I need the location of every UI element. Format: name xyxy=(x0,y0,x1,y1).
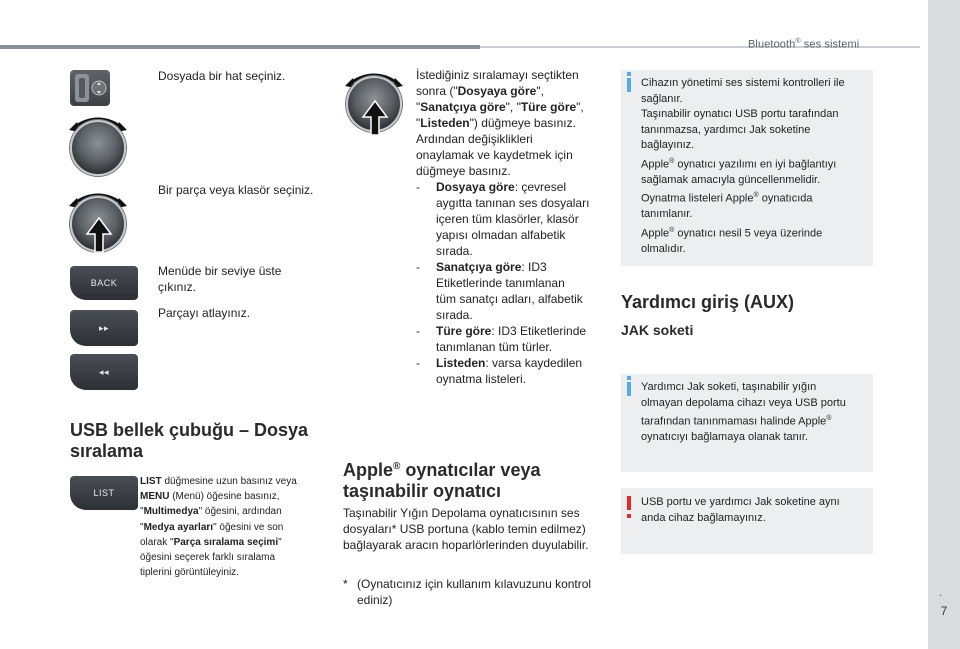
sort-instructions: İstediğiniz sıralamayı seçtikten sonra ("Dosyaya göre", "Sanatçıya göre", "Türe göre", "Listeden") düğmeye basınız. Ardından değişiklikleri onaylamak ve kaydetmek için düğmeye basınız. - Dosyaya göre: çevresel aygıtta tanınan ses dosyaları içeren tüm klasörler, klasör yapısı olmadan alfabetik sırada. - Sanatçıya göre: ID3 Etiketlerinde tanımlanan tüm sanatçı adları, alfabetik sırada. - Türe göre: ID3 Etiketlerinde tanımlanan tüm türler. - Listeden: varsa kaydedilen oynatma listeleri. xyxy=(416,67,606,387)
step-select-track: Bir parça veya klasör seçiniz. xyxy=(158,183,314,197)
sort-option-list-item: - Türe göre: ID3 Etiketlerinde tanımlanan tüm türler. xyxy=(416,324,587,354)
steering-joystick-icon xyxy=(70,70,110,106)
fast-forward-button-icon: ▸▸ xyxy=(70,310,138,346)
sort-option-list-item: - Listeden: varsa kaydedilen oynatma listeleri. xyxy=(416,356,583,386)
rotary-knob-icon xyxy=(70,120,126,176)
info-box-device-management: Cihazın yönetimi ses sistemi kontrolleri ile sağlanır. Taşınabilir oynatıcı USB portu tarafından tanınmazsa, yardımcı Jak soketine bağlayınız. Apple® oynatıcı yazılımı en iyi bağlantıyı sağlamak amacıyla güncellenmelidir. Oynatma listeleri Apple® oynatıcıda tanımlanır. Apple® oynatıcı nesil 5 veya üzerinde olmalıdır. xyxy=(621,70,873,266)
side-strip xyxy=(928,0,960,649)
list-button-icon: LIST xyxy=(70,476,138,510)
page-dots: . xyxy=(939,588,942,599)
step-skip-track: Parçayı atlayınız. xyxy=(158,306,251,320)
press-arrow-icon xyxy=(360,96,390,138)
warning-box-usb-jack: USB portu ve yardımcı Jak soketine aynı anda cihaz bağlamayınız. xyxy=(621,488,873,554)
step-select-line: Dosyada bir hat seçiniz. xyxy=(158,69,286,83)
warning-icon xyxy=(627,496,631,510)
chapter-title: Bluetooth® ses sistemi xyxy=(748,38,860,51)
header-bar xyxy=(0,45,480,49)
jack-socket-title: JAK soketi xyxy=(621,322,694,338)
back-button-icon: BACK xyxy=(70,266,138,300)
step-go-up-menu: Menüde bir seviye üste çıkınız. xyxy=(158,264,282,294)
info-icon xyxy=(627,78,631,92)
apple-players-paragraph: Taşınabilir Yığın Depolama oynatıcısının ses dosyaları* USB portuna (kablo temin edilmez) bağlayarak aracın hoparlörlerinden duyulabilir. xyxy=(343,506,589,552)
info-box-jack-socket: Yardımcı Jak soketi, taşınabilir yığın olmayan depolama cihazı veya USB portu tarafından tanınmaması halinde Apple® oynatıcıyı bağlamaya olanak tanır. xyxy=(621,374,873,472)
usb-sort-title: USB bellek çubuğu – Dosya sıralama xyxy=(70,420,309,461)
sort-option-list-item: - Dosyaya göre: çevresel aygıtta tanınan ses dosyaları içeren tüm klasörler, klasör yapısı olmadan alfabetik sırada. xyxy=(416,180,590,258)
press-arrow-icon xyxy=(84,214,114,254)
sort-option-list-item: - Sanatçıya göre: ID3 Etiketlerinde tanımlanan tüm sanatçı adları, alfabetik sırada. xyxy=(416,260,583,322)
rewind-button-icon: ◂◂ xyxy=(70,354,138,390)
usb-sort-paragraph: LIST düğmesine uzun basınız veya MENU (Menü) öğesine basınız, "Multimedya" öğesini, ardından "Medya ayarları" öğesini ve son olarak "Parça sıralama seçimi" öğesini seçerek farklı sıralama tiplerini görüntüleyiniz. xyxy=(140,476,297,579)
footnote: * (Oynatıcınız için kullanım kılavuzunu kontrol ediniz) xyxy=(343,577,592,607)
apple-players-title: Apple® oynatıcılar veya taşınabilir oynatıcı xyxy=(343,460,541,501)
page-number: 7 xyxy=(940,604,948,618)
info-icon xyxy=(627,382,631,396)
aux-input-title: Yardımcı giriş (AUX) xyxy=(621,292,795,312)
